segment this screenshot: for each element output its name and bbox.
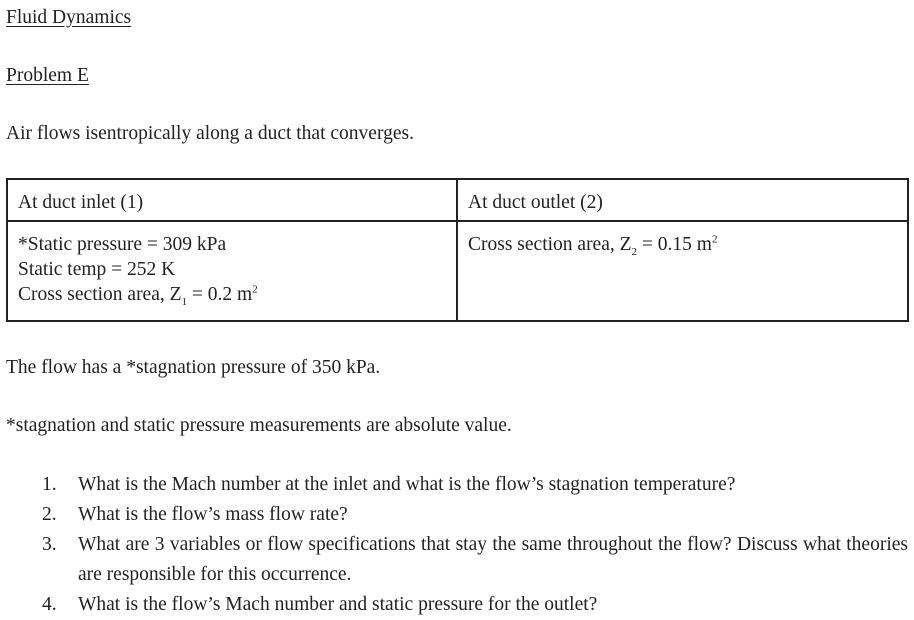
outlet-area [468,232,897,257]
document-title: Fluid Dynamics [6,7,132,28]
question-number: 4. [42,594,57,615]
question-number: 2. [42,504,57,525]
question-text: What are 3 variables or flow specifications that stay the same throughout the flow? Discuss what theories are responsible for this occurrence. [78,534,908,585]
inlet-area [18,282,446,307]
stagnation-note: The flow has a *stagnation pressure of 350 kPa. [6,357,381,378]
question-text: What is the flow’s Mach number and static pressure for the outlet? [78,594,598,615]
inlet-area-superscript: 2 [252,283,258,296]
list-item [6,590,908,620]
question-number: 3. [42,534,57,555]
inlet-area-subscript: 1 [181,295,188,308]
question-text: What is the Mach number at the inlet and what is the flow’s stagnation temperature? [78,474,736,495]
outlet-header-cell: At duct outlet (2) [457,179,908,221]
question-number: 1. [42,474,57,495]
list-item [6,530,908,590]
conditions-table [6,178,909,322]
question-text: What is the flow’s mass flow rate? [78,504,348,525]
intro-paragraph: Air flows isentropically along a duct that converges. [6,123,414,144]
footnote: *stagnation and static pressure measurements are absolute value. [6,415,512,436]
inlet-header-cell: At duct inlet (1) [7,179,457,221]
list-item [6,500,908,530]
list-item [6,470,908,500]
question-list [6,470,908,620]
table-data-row [7,221,908,321]
inlet-area-prefix: Cross section area, Z [18,284,182,305]
inlet-data-cell [7,221,457,321]
inlet-area-value: = 0.2 m [187,284,253,305]
outlet-area-value: = 0.15 m [637,234,712,255]
problem-heading: Problem E [6,65,89,86]
outlet-area-superscript: 2 [711,233,718,246]
outlet-data-cell [457,221,908,321]
inlet-static-pressure: *Static pressure = 309 kPa [18,234,227,255]
outlet-area-prefix: Cross section area, Z [468,234,632,255]
inlet-static-temp: Static temp = 252 K [18,259,176,280]
table-header-row [7,179,908,221]
outlet-area-subscript: 2 [631,245,638,258]
